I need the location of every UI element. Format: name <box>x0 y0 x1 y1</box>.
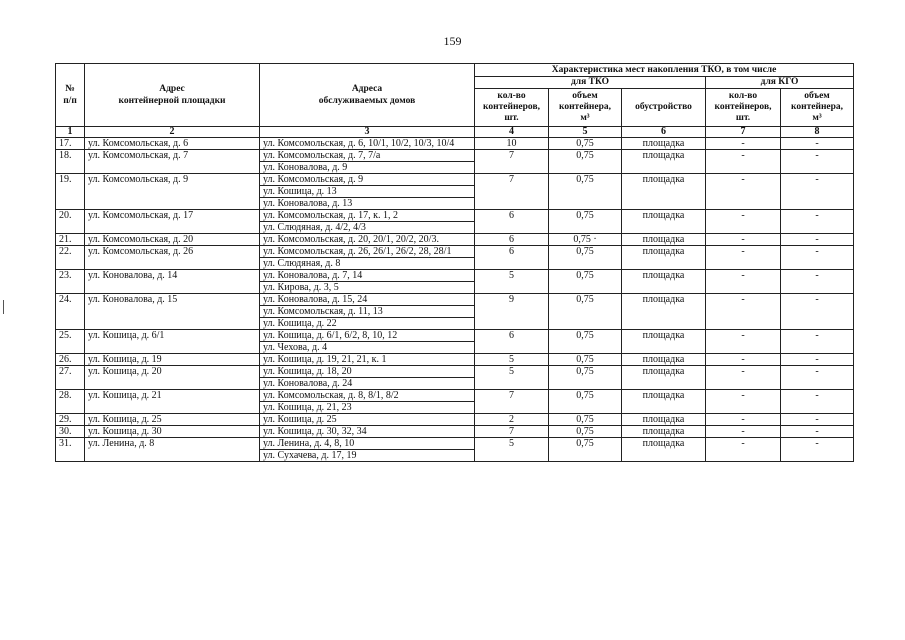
kgo-container-volume: - <box>781 174 854 210</box>
arrangement: площадка <box>622 138 706 150</box>
kgo-container-count: - <box>706 246 781 270</box>
table-row <box>56 174 854 210</box>
kgo-container-volume: - <box>781 270 854 294</box>
served-house-address: ул. Кошица, д. 21, 23 <box>263 402 352 413</box>
kgo-container-volume: - <box>781 414 854 426</box>
row-number: 20. <box>56 210 85 234</box>
served-houses <box>260 210 475 234</box>
kgo-container-volume: - <box>781 366 854 390</box>
row-number: 19. <box>56 174 85 210</box>
tko-container-count: 6 <box>475 330 549 354</box>
table-row <box>56 354 854 366</box>
kgo-container-volume: - <box>781 426 854 438</box>
served-house-address: ул. Комсомольская, д. 20, 20/1, 20/2, 20/3. <box>263 234 439 245</box>
kgo-container-volume: - <box>781 150 854 174</box>
tko-container-volume: 0,75 <box>549 174 622 210</box>
kgo-container-volume: - <box>781 210 854 234</box>
table-row <box>56 234 854 246</box>
table-body <box>56 138 854 462</box>
column-number: 5 <box>549 127 622 138</box>
column-number: 6 <box>622 127 706 138</box>
table-row <box>56 330 854 354</box>
kgo-container-volume: - <box>781 234 854 246</box>
site-address: ул. Кошица, д. 20 <box>85 366 260 390</box>
tko-container-count: 5 <box>475 438 549 462</box>
site-address: ул. Кошица, д. 19 <box>85 354 260 366</box>
table-row <box>56 150 854 174</box>
column-numbering-row <box>56 127 854 138</box>
kgo-container-volume: - <box>781 330 854 354</box>
kgo-container-volume: - <box>781 294 854 330</box>
served-house-address: ул. Ленина, д. 4, 8, 10 <box>260 438 474 450</box>
row-number: 26. <box>56 354 85 366</box>
tko-container-volume: 0,75 · <box>549 234 622 246</box>
served-house-address: ул. Комсомольская, д. 7, 7/а <box>260 150 474 162</box>
scan-margin-mark <box>3 300 4 314</box>
kgo-container-count: - <box>706 174 781 210</box>
row-number: 22. <box>56 246 85 270</box>
served-houses <box>260 174 475 210</box>
row-number: 17. <box>56 138 85 150</box>
kgo-container-count: - <box>706 438 781 462</box>
served-house-address: ул. Коновалова, д. 13 <box>263 198 353 209</box>
served-house-address: ул. Кошица, д. 22 <box>263 318 337 329</box>
kgo-container-count: - <box>706 390 781 414</box>
table-row <box>56 210 854 234</box>
tko-container-count: 5 <box>475 270 549 294</box>
served-house-address: ул. Коновалова, д. 7, 14 <box>260 270 474 282</box>
header-col-site: Адрес контейнерной площадки <box>85 64 260 127</box>
arrangement: площадка <box>622 330 706 354</box>
served-house-address: ул. Кирова, д. 3, 5 <box>263 282 339 293</box>
tko-container-volume: 0,75 <box>549 138 622 150</box>
row-number: 29. <box>56 414 85 426</box>
table-row <box>56 426 854 438</box>
table-row <box>56 414 854 426</box>
served-house-address: ул. Коновалова, д. 24 <box>263 378 353 389</box>
site-address: ул. Комсомольская, д. 7 <box>85 150 260 174</box>
kgo-container-count: - <box>706 294 781 330</box>
site-address: ул. Ленина, д. 8 <box>85 438 260 462</box>
row-number: 30. <box>56 426 85 438</box>
served-houses <box>260 366 475 390</box>
header-group-title: Характеристика мест накопления ТКО, в том числе <box>475 64 854 77</box>
served-house-address: ул. Коновалова, д. 15, 24 <box>260 294 474 306</box>
header-col-houses: Адреса обслуживаемых домов <box>260 64 475 127</box>
served-house-address: ул. Комсомольская, д. 9 <box>260 174 474 186</box>
served-houses <box>260 150 475 174</box>
page-number: 159 <box>443 34 462 48</box>
header-arrangement: обустройство <box>622 89 706 127</box>
arrangement: площадка <box>622 174 706 210</box>
arrangement: площадка <box>622 270 706 294</box>
row-number: 31. <box>56 438 85 462</box>
column-number: 2 <box>85 127 260 138</box>
tko-container-count: 5 <box>475 366 549 390</box>
site-address: ул. Комсомольская, д. 9 <box>85 174 260 210</box>
tko-container-volume: 0,75 <box>549 426 622 438</box>
tko-container-volume: 0,75 <box>549 390 622 414</box>
tko-container-volume: 0,75 <box>549 438 622 462</box>
served-houses <box>260 390 475 414</box>
tko-container-volume: 0,75 <box>549 330 622 354</box>
served-house-address: ул. Комсомольская, д. 17, к. 1, 2 <box>260 210 474 222</box>
column-number: 3 <box>260 127 475 138</box>
container-sites-table <box>55 63 854 462</box>
site-address: ул. Коновалова, д. 15 <box>85 294 260 330</box>
kgo-container-count: - <box>706 414 781 426</box>
tko-container-volume: 0,75 <box>549 150 622 174</box>
site-address: ул. Кошица, д. 21 <box>85 390 260 414</box>
tko-container-volume: 0,75 <box>549 270 622 294</box>
kgo-container-count: - <box>706 138 781 150</box>
header-tko-count: кол-во контейнеров, шт. <box>475 89 549 127</box>
arrangement: площадка <box>622 246 706 270</box>
served-house-address: ул. Кошица, д. 30, 32, 34 <box>263 426 367 437</box>
served-house-address: ул. Комсомольская, д. 11, 13 <box>260 306 474 318</box>
tko-container-volume: 0,75 <box>549 414 622 426</box>
column-number: 1 <box>56 127 85 138</box>
site-address: ул. Коновалова, д. 14 <box>85 270 260 294</box>
site-address: ул. Комсомольская, д. 20 <box>85 234 260 246</box>
table-header <box>56 64 854 138</box>
served-house-address: ул. Комсомольская, д. 6, 10/1, 10/2, 10/3, 10/4 <box>263 138 455 149</box>
served-house-address: ул. Кошица, д. 25 <box>263 414 337 425</box>
kgo-container-volume: - <box>781 246 854 270</box>
served-house-address: ул. Кошица, д. 19, 21, 21, к. 1 <box>263 354 387 365</box>
kgo-container-count: - <box>706 426 781 438</box>
site-address: ул. Кошица, д. 25 <box>85 414 260 426</box>
served-house-address: ул. Кошица, д. 13 <box>260 186 474 198</box>
header-kgo: для КГО <box>706 77 854 89</box>
table-row <box>56 270 854 294</box>
kgo-container-volume: - <box>781 138 854 150</box>
served-house-address: ул. Сухачева, д. 17, 19 <box>263 450 357 461</box>
kgo-container-count: - <box>706 270 781 294</box>
header-tko: для ТКО <box>475 77 706 89</box>
tko-container-count: 6 <box>475 234 549 246</box>
kgo-container-count: - <box>706 354 781 366</box>
kgo-container-volume: - <box>781 354 854 366</box>
table-row <box>56 366 854 390</box>
tko-container-count: 6 <box>475 210 549 234</box>
row-number: 24. <box>56 294 85 330</box>
column-number: 8 <box>781 127 854 138</box>
tko-container-volume: 0,75 <box>549 210 622 234</box>
tko-container-count: 6 <box>475 246 549 270</box>
site-address: ул. Комсомольская, д. 17 <box>85 210 260 234</box>
site-address: ул. Комсомольская, д. 26 <box>85 246 260 270</box>
arrangement: площадка <box>622 150 706 174</box>
served-house-address: ул. Кошица, д. 18, 20 <box>260 366 474 378</box>
header-col-no: № п/п <box>56 64 85 127</box>
tko-container-count: 9 <box>475 294 549 330</box>
row-number: 23. <box>56 270 85 294</box>
served-house-address: ул. Слюдяная, д. 4/2, 4/3 <box>263 222 366 233</box>
tko-container-volume: 0,75 <box>549 366 622 390</box>
tko-container-volume: 0,75 <box>549 294 622 330</box>
tko-container-count: 5 <box>475 354 549 366</box>
served-houses <box>260 426 475 438</box>
kgo-container-count: - <box>706 210 781 234</box>
served-house-address: ул. Кошица, д. 6/1, 6/2, 8, 10, 12 <box>260 330 474 342</box>
served-houses <box>260 438 475 462</box>
header-kgo-count: кол-во контейнеров, шт. <box>706 89 781 127</box>
site-address: ул. Кошица, д. 30 <box>85 426 260 438</box>
arrangement: площадка <box>622 390 706 414</box>
tko-container-volume: 0,75 <box>549 246 622 270</box>
served-house-address: ул. Комсомольская, д. 26, 26/1, 26/2, 28, 28/1 <box>260 246 474 258</box>
tko-container-count: 7 <box>475 150 549 174</box>
served-houses <box>260 294 475 330</box>
tko-container-count: 2 <box>475 414 549 426</box>
row-number: 25. <box>56 330 85 354</box>
table-row <box>56 390 854 414</box>
arrangement: площадка <box>622 294 706 330</box>
served-houses <box>260 354 475 366</box>
served-house-address: ул. Коновалова, д. 9 <box>263 162 348 173</box>
tko-container-count: 7 <box>475 426 549 438</box>
column-number: 7 <box>706 127 781 138</box>
served-houses <box>260 414 475 426</box>
arrangement: площадка <box>622 426 706 438</box>
kgo-container-count: - <box>706 366 781 390</box>
arrangement: площадка <box>622 210 706 234</box>
table-row <box>56 438 854 462</box>
served-houses <box>260 246 475 270</box>
tko-container-volume: 0,75 <box>549 354 622 366</box>
column-number: 4 <box>475 127 549 138</box>
served-houses <box>260 234 475 246</box>
served-houses <box>260 330 475 354</box>
served-house-address: ул. Слюдяная, д. 8 <box>263 258 341 269</box>
site-address: ул. Комсомольская, д. 6 <box>85 138 260 150</box>
site-address: ул. Кошица, д. 6/1 <box>85 330 260 354</box>
arrangement: площадка <box>622 438 706 462</box>
table-row <box>56 138 854 150</box>
row-number: 28. <box>56 390 85 414</box>
tko-container-count: 7 <box>475 174 549 210</box>
arrangement: площадка <box>622 234 706 246</box>
served-houses <box>260 138 475 150</box>
tko-container-count: 10 <box>475 138 549 150</box>
kgo-container-count: - <box>706 150 781 174</box>
row-number: 27. <box>56 366 85 390</box>
kgo-container-volume: - <box>781 390 854 414</box>
arrangement: площадка <box>622 414 706 426</box>
arrangement: площадка <box>622 366 706 390</box>
tko-container-count: 7 <box>475 390 549 414</box>
row-number: 18. <box>56 150 85 174</box>
served-houses <box>260 270 475 294</box>
kgo-container-count: - <box>706 330 781 354</box>
kgo-container-volume: - <box>781 438 854 462</box>
header-kgo-volume: объем контейнера, м³ <box>781 89 854 127</box>
served-house-address: ул. Комсомольская, д. 8, 8/1, 8/2 <box>260 390 474 402</box>
header-tko-volume: объем контейнера, м³ <box>549 89 622 127</box>
table-row <box>56 294 854 330</box>
served-house-address: ул. Чехова, д. 4 <box>263 342 328 353</box>
arrangement: площадка <box>622 354 706 366</box>
table-row <box>56 246 854 270</box>
kgo-container-count: - <box>706 234 781 246</box>
row-number: 21. <box>56 234 85 246</box>
